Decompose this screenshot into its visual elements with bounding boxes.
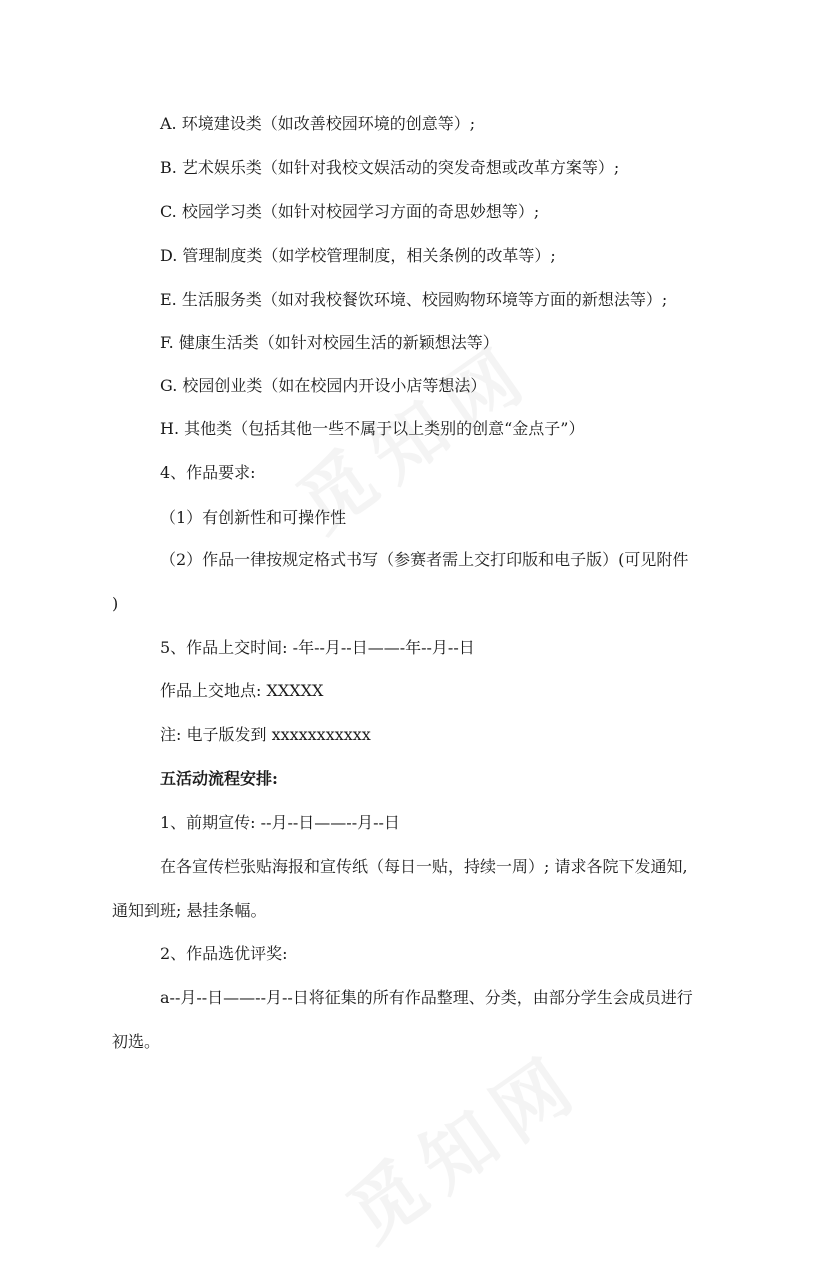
category-b: B. 艺术娱乐类（如针对我校文娱活动的突发奇想或改革方案等）;	[160, 158, 620, 177]
submission-location: 作品上交地点: XXXXX	[160, 681, 324, 700]
requirement-2-continued: )	[112, 594, 119, 613]
submission-time: 5、作品上交时间: -年--月--日——-年--月--日	[160, 638, 475, 657]
watermark-bottom	[323, 1024, 600, 1262]
step-2-body: a--月--日——--月--日将征集的所有作品整理、分类，由部分学生会成员进行	[160, 988, 693, 1007]
category-e: E. 生活服务类（如对我校餐饮环境、校园购物环境等方面的新想法等）;	[160, 290, 668, 309]
step-1-body-continued: 通知到班; 悬挂条幅。	[112, 901, 267, 920]
category-d: D. 管理制度类（如学校管理制度，相关条例的改革等）;	[160, 246, 556, 265]
step-2-body-continued: 初选。	[112, 1032, 161, 1051]
category-g: G. 校园创业类（如在校园内开设小店等想法）	[160, 376, 487, 395]
requirement-1: （1）有创新性和可操作性	[160, 508, 347, 527]
step-1-heading: 1、前期宣传: --月--日——--月--日	[160, 813, 400, 832]
requirement-2: （2）作品一律按规定格式书写（参赛者需上交打印版和电子版）(可见附件	[160, 550, 689, 569]
category-f: F. 健康生活类（如针对校园生活的新颖想法等）	[160, 333, 499, 352]
section-4-heading: 4、作品要求:	[160, 463, 256, 482]
category-h: H. 其他类（包括其他一些不属于以上类别的创意“金点子”）	[160, 419, 585, 438]
section-5-heading: 五活动流程安排:	[160, 769, 278, 788]
category-a: A. 环境建设类（如改善校园环境的创意等）;	[160, 114, 476, 133]
step-2-heading: 2、作品选优评奖:	[160, 944, 288, 963]
step-1-body: 在各宣传栏张贴海报和宣传纸（每日一贴，持续一周）; 请求各院下发通知,	[160, 857, 688, 876]
category-c: C. 校园学习类（如针对校园学习方面的奇思妙想等）;	[160, 202, 540, 221]
email-note: 注: 电子版发到 xxxxxxxxxxx	[160, 725, 371, 744]
